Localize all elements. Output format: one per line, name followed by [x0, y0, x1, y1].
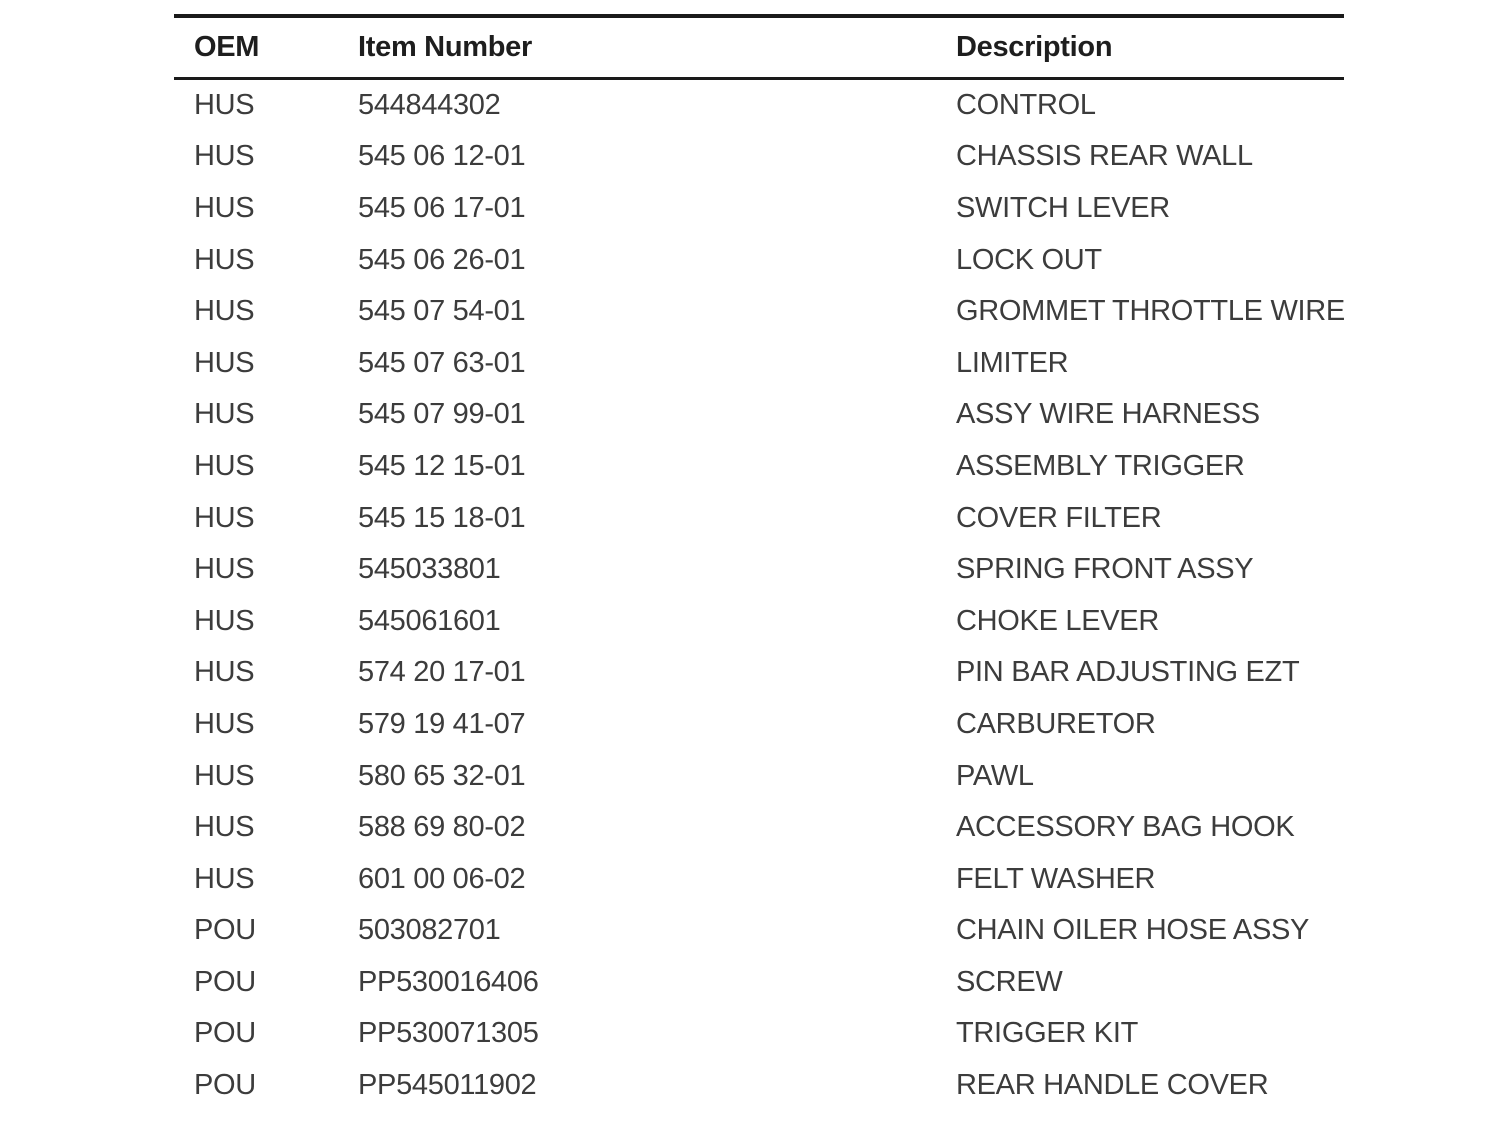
cell-oem: HUS	[194, 604, 255, 637]
cell-item-number: PP545011902	[358, 1069, 537, 1102]
cell-description: PIN BAR ADJUSTING EZT	[956, 656, 1300, 689]
cell-oem: HUS	[194, 862, 255, 895]
table-row	[174, 183, 1344, 235]
table-row	[174, 699, 1344, 751]
cell-oem: HUS	[194, 759, 255, 792]
cell-description: ASSEMBLY TRIGGER	[956, 449, 1245, 482]
table-row	[174, 647, 1344, 699]
cell-description: SWITCH LEVER	[956, 191, 1170, 224]
table-row	[174, 544, 1344, 596]
cell-oem: HUS	[194, 88, 255, 121]
cell-item-number: 588 69 80-02	[358, 811, 526, 844]
cell-item-number: 544844302	[358, 88, 501, 121]
table-row	[174, 78, 1344, 131]
cell-oem: HUS	[194, 656, 255, 689]
cell-description: COVER FILTER	[956, 501, 1162, 534]
cell-description: TRIGGER KIT	[956, 1017, 1138, 1050]
cell-item-number: 601 00 06-02	[358, 862, 526, 895]
cell-item-number: 503082701	[358, 914, 501, 947]
cell-item-number: 545 06 17-01	[358, 191, 526, 224]
cell-description: PAWL	[956, 759, 1034, 792]
cell-item-number: 574 20 17-01	[358, 656, 526, 689]
table-row	[174, 905, 1344, 957]
header-row	[174, 16, 1344, 78]
cell-item-number: 545 07 54-01	[358, 295, 526, 328]
cell-description: SCREW	[956, 965, 1063, 998]
table-row	[174, 234, 1344, 286]
cell-oem: HUS	[194, 346, 255, 379]
table-row	[174, 492, 1344, 544]
cell-description: ACCESSORY BAG HOOK	[956, 811, 1295, 844]
column-header-item-number: Item Number	[358, 30, 532, 63]
table-header	[174, 16, 1344, 78]
cell-item-number: 545 12 15-01	[358, 449, 526, 482]
table-row	[174, 441, 1344, 493]
cell-item-number: 545033801	[358, 553, 501, 586]
column-header-oem: OEM	[194, 30, 260, 63]
table-row	[174, 1008, 1344, 1060]
cell-oem: HUS	[194, 295, 255, 328]
table-row	[174, 389, 1344, 441]
cell-item-number: 545 07 99-01	[358, 398, 526, 431]
cell-oem: HUS	[194, 398, 255, 431]
cell-oem: HUS	[194, 449, 255, 482]
cell-description: REAR HANDLE COVER	[956, 1069, 1269, 1102]
cell-description: SPRING FRONT ASSY	[956, 553, 1254, 586]
cell-item-number: 545 06 12-01	[358, 140, 526, 173]
cell-item-number: 545 07 63-01	[358, 346, 526, 379]
cell-description: FELT WASHER	[956, 862, 1156, 895]
cell-oem: POU	[194, 1017, 256, 1050]
cell-oem: HUS	[194, 243, 255, 276]
cell-description: CHOKE LEVER	[956, 604, 1159, 637]
parts-table	[174, 14, 1344, 1111]
cell-description: CONTROL	[956, 88, 1096, 121]
table-row	[174, 286, 1344, 338]
table-row	[174, 750, 1344, 802]
cell-oem: HUS	[194, 191, 255, 224]
table-body	[174, 78, 1344, 1111]
table-row	[174, 131, 1344, 183]
cell-oem: POU	[194, 914, 256, 947]
table-row	[174, 337, 1344, 389]
cell-description: LOCK OUT	[956, 243, 1102, 276]
cell-description: CARBURETOR	[956, 707, 1156, 740]
cell-item-number: 545 06 26-01	[358, 243, 526, 276]
cell-description: LIMITER	[956, 346, 1069, 379]
cell-description: CHASSIS REAR WALL	[956, 140, 1253, 173]
cell-description: CHAIN OILER HOSE ASSY	[956, 914, 1310, 947]
cell-item-number: PP530016406	[358, 965, 539, 998]
table-row	[174, 595, 1344, 647]
table-row	[174, 957, 1344, 1009]
cell-oem: HUS	[194, 811, 255, 844]
cell-item-number: 545 15 18-01	[358, 501, 526, 534]
table-row	[174, 853, 1344, 905]
cell-description: GROMMET THROTTLE WIRE	[956, 295, 1345, 328]
cell-description: ASSY WIRE HARNESS	[956, 398, 1260, 431]
cell-oem: HUS	[194, 553, 255, 586]
cell-oem: POU	[194, 965, 256, 998]
cell-item-number: PP530071305	[358, 1017, 539, 1050]
cell-oem: HUS	[194, 707, 255, 740]
cell-item-number: 545061601	[358, 604, 501, 637]
column-header-description: Description	[956, 30, 1113, 63]
table-row	[174, 1060, 1344, 1112]
table-row	[174, 802, 1344, 854]
cell-oem: POU	[194, 1069, 256, 1102]
cell-item-number: 579 19 41-07	[358, 707, 526, 740]
cell-item-number: 580 65 32-01	[358, 759, 526, 792]
cell-oem: HUS	[194, 501, 255, 534]
cell-oem: HUS	[194, 140, 255, 173]
